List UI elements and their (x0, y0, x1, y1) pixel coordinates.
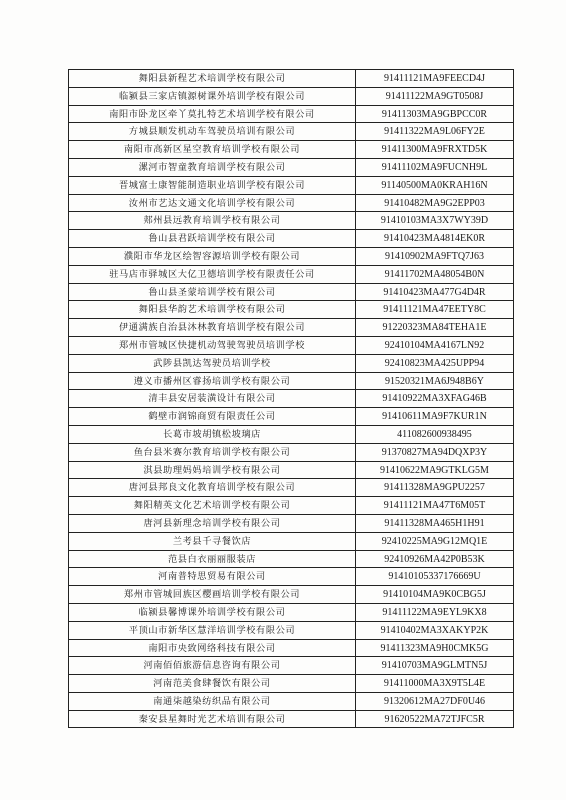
company-name-cell: 鲁山县君跃培训学校有限公司 (69, 230, 356, 248)
table-row (69, 177, 514, 195)
company-name-cell: 唐河县邦良文化教育培训学校有限公司 (69, 479, 356, 497)
table-row (69, 159, 514, 177)
credit-code-cell: 91410611MA9F7KUR1N (356, 408, 514, 426)
table-row (69, 515, 514, 533)
credit-code-cell: 91410482MA9G2EPP03 (356, 195, 514, 213)
credit-code-cell: 91411328MA465H1H91 (356, 515, 514, 533)
company-name-cell: 伊通满族自治县沐林教育培训学校有限公司 (69, 319, 356, 337)
credit-code-cell: 91410103MA3X7WY39D (356, 212, 514, 230)
company-name-cell: 郏州县远教育培训学校有限公司 (69, 212, 356, 230)
company-name-cell: 郑州市管城回族区樱画培训学校有限公司 (69, 586, 356, 604)
table-row (69, 284, 514, 302)
company-name-cell: 河南普特思贸易有限公司 (69, 568, 356, 586)
company-name-cell: 河南佰佰旅游信息咨询有限公司 (69, 657, 356, 675)
company-name-cell: 南阳市卧龙区牵丫莫扎特艺术培训学校有限公司 (69, 106, 356, 124)
table-row (69, 462, 514, 480)
company-name-cell: 长葛市坡胡镇松坡璃店 (69, 426, 356, 444)
company-name-cell: 鱼台县米赛尔教育培训学校有限公司 (69, 444, 356, 462)
credit-code-cell: 91410622MA9GTKLG5M (356, 462, 514, 480)
company-name-cell: 鲁山县圣蒙培训学校有限公司 (69, 284, 356, 302)
credit-code-cell: 91620522MA72TJFC5R (356, 711, 514, 729)
company-name-cell: 唐河县新理念培训学校有限公司 (69, 515, 356, 533)
company-name-cell: 舞阳精英文化艺术培训学校有限公司 (69, 497, 356, 515)
credit-code-cell: 91410423MA4814EK0R (356, 230, 514, 248)
company-name-cell: 舞阳县华韵艺术培训学校有限公司 (69, 301, 356, 319)
company-name-cell: 临颍县三家店镇源树课外培训学校有限公司 (69, 88, 356, 106)
table-row (69, 568, 514, 586)
credit-code-cell: 91410423MA477G4D4R (356, 284, 514, 302)
table-row (69, 337, 514, 355)
table-row (69, 248, 514, 266)
credit-code-cell: 91410703MA9GLMTN5J (356, 657, 514, 675)
credit-code-cell: 91411122MA9EYL9KX8 (356, 604, 514, 622)
table-row (69, 622, 514, 640)
credit-code-cell: 91220323MA84TEHA1E (356, 319, 514, 337)
company-name-cell: 临颍县馨博课外培训学校有限公司 (69, 604, 356, 622)
credit-code-cell: 91411121MA47EETY8C (356, 301, 514, 319)
credit-code-cell: 91410402MA3XAKYP2K (356, 622, 514, 640)
credit-code-cell: 92410823MA425UPP94 (356, 355, 514, 373)
company-name-cell: 漯河市智童教育培训学校有限公司 (69, 159, 356, 177)
table-row (69, 88, 514, 106)
table-row (69, 123, 514, 141)
company-name-cell: 淇县助理妈妈培训学校有限公司 (69, 462, 356, 480)
table-row (69, 390, 514, 408)
credit-code-cell: 91411121MA47T6M05T (356, 497, 514, 515)
table-row (69, 195, 514, 213)
company-name-cell: 河南范美食肆餐饮有限公司 (69, 675, 356, 693)
credit-code-cell: 91410902MA9FTQ7J63 (356, 248, 514, 266)
credit-code-cell: 91410104MA9K0CBG5J (356, 586, 514, 604)
credit-code-cell: 92410926MA42P0B53K (356, 551, 514, 569)
credit-code-cell: 91411328MA9GPU2257 (356, 479, 514, 497)
company-name-cell: 方城县顺发机动车驾驶员培训有限公司 (69, 123, 356, 141)
table-row (69, 533, 514, 551)
company-name-cell: 南通柒越染纺织品有限公司 (69, 693, 356, 711)
table-row (69, 675, 514, 693)
table-row (69, 640, 514, 658)
table-row (69, 586, 514, 604)
company-name-cell: 濮阳市华龙区绘智容源培训学校有限公司 (69, 248, 356, 266)
company-name-cell: 秦安县星舞时光艺术培训有限公司 (69, 711, 356, 729)
credit-code-cell: 91411102MA9FUCNH9L (356, 159, 514, 177)
credit-code-cell: 91411000MA3X9T5L4E (356, 675, 514, 693)
company-name-cell: 郑州市管城区快捷机动驾驶驾驶员培训学校 (69, 337, 356, 355)
table-row (69, 604, 514, 622)
table-row (69, 444, 514, 462)
company-name-cell: 清丰县安居装潢设计有限公司 (69, 390, 356, 408)
credit-code-cell: 91520321MA6J948B6Y (356, 373, 514, 391)
table-row (69, 551, 514, 569)
table-row (69, 693, 514, 711)
credit-code-cell: 91370827MA94DQXP3Y (356, 444, 514, 462)
table-row (69, 479, 514, 497)
company-name-cell: 鹤壁市润锦商贸有限责任公司 (69, 408, 356, 426)
company-registry-table (68, 69, 514, 728)
table-row (69, 711, 514, 729)
table-row (69, 70, 514, 88)
credit-code-cell: 411082600938495 (356, 426, 514, 444)
credit-code-cell: 91411702MA48054B0N (356, 266, 514, 284)
company-name-cell: 驻马店市驿城区大亿卫德培训学校有限责任公司 (69, 266, 356, 284)
credit-code-cell: 92410104MA4167LN92 (356, 337, 514, 355)
company-name-cell: 武陟县凯达驾驶员培训学校 (69, 355, 356, 373)
table-row (69, 212, 514, 230)
table-row (69, 426, 514, 444)
table-row (69, 230, 514, 248)
company-name-cell: 平顶山市新华区慧洋培训学校有限公司 (69, 622, 356, 640)
credit-code-cell: 91410922MA3XFAG46B (356, 390, 514, 408)
credit-code-cell: 91410105337176669U (356, 568, 514, 586)
company-name-cell: 汝州市艺达文通文化培训学校有限公司 (69, 195, 356, 213)
credit-code-cell: 91140500MA0KRAH16N (356, 177, 514, 195)
table-row (69, 266, 514, 284)
credit-code-cell: 91411322MA9L06FY2E (356, 123, 514, 141)
credit-code-cell: 91320612MA27DF0U46 (356, 693, 514, 711)
credit-code-cell: 91411122MA9GT0508J (356, 88, 514, 106)
table-row (69, 141, 514, 159)
company-name-cell: 遵义市播州区睿扬培训学校有限公司 (69, 373, 356, 391)
company-name-cell: 南阳市高新区星空教育培训学校有限公司 (69, 141, 356, 159)
company-name-cell: 舞阳县新程艺术培训学校有限公司 (69, 70, 356, 88)
table-row (69, 355, 514, 373)
credit-code-cell: 91411121MA9FEECD4J (356, 70, 514, 88)
table-row (69, 106, 514, 124)
company-name-cell: 范县白衣丽丽服装店 (69, 551, 356, 569)
table-row (69, 408, 514, 426)
table-row (69, 301, 514, 319)
credit-code-cell: 91411300MA9FRXTD5K (356, 141, 514, 159)
credit-code-cell: 92410225MA9G12MQ1E (356, 533, 514, 551)
credit-code-cell: 91411323MA9H0CMK5G (356, 640, 514, 658)
company-name-cell: 晋城富士康智能制造职业培训学校有限公司 (69, 177, 356, 195)
table-row (69, 497, 514, 515)
company-name-cell: 南阳市央致网络科技有限公司 (69, 640, 356, 658)
company-name-cell: 兰考县千寻餐饮店 (69, 533, 356, 551)
table-row (69, 319, 514, 337)
table-row (69, 657, 514, 675)
credit-code-cell: 91411303MA9GBPCC0R (356, 106, 514, 124)
table-row (69, 373, 514, 391)
